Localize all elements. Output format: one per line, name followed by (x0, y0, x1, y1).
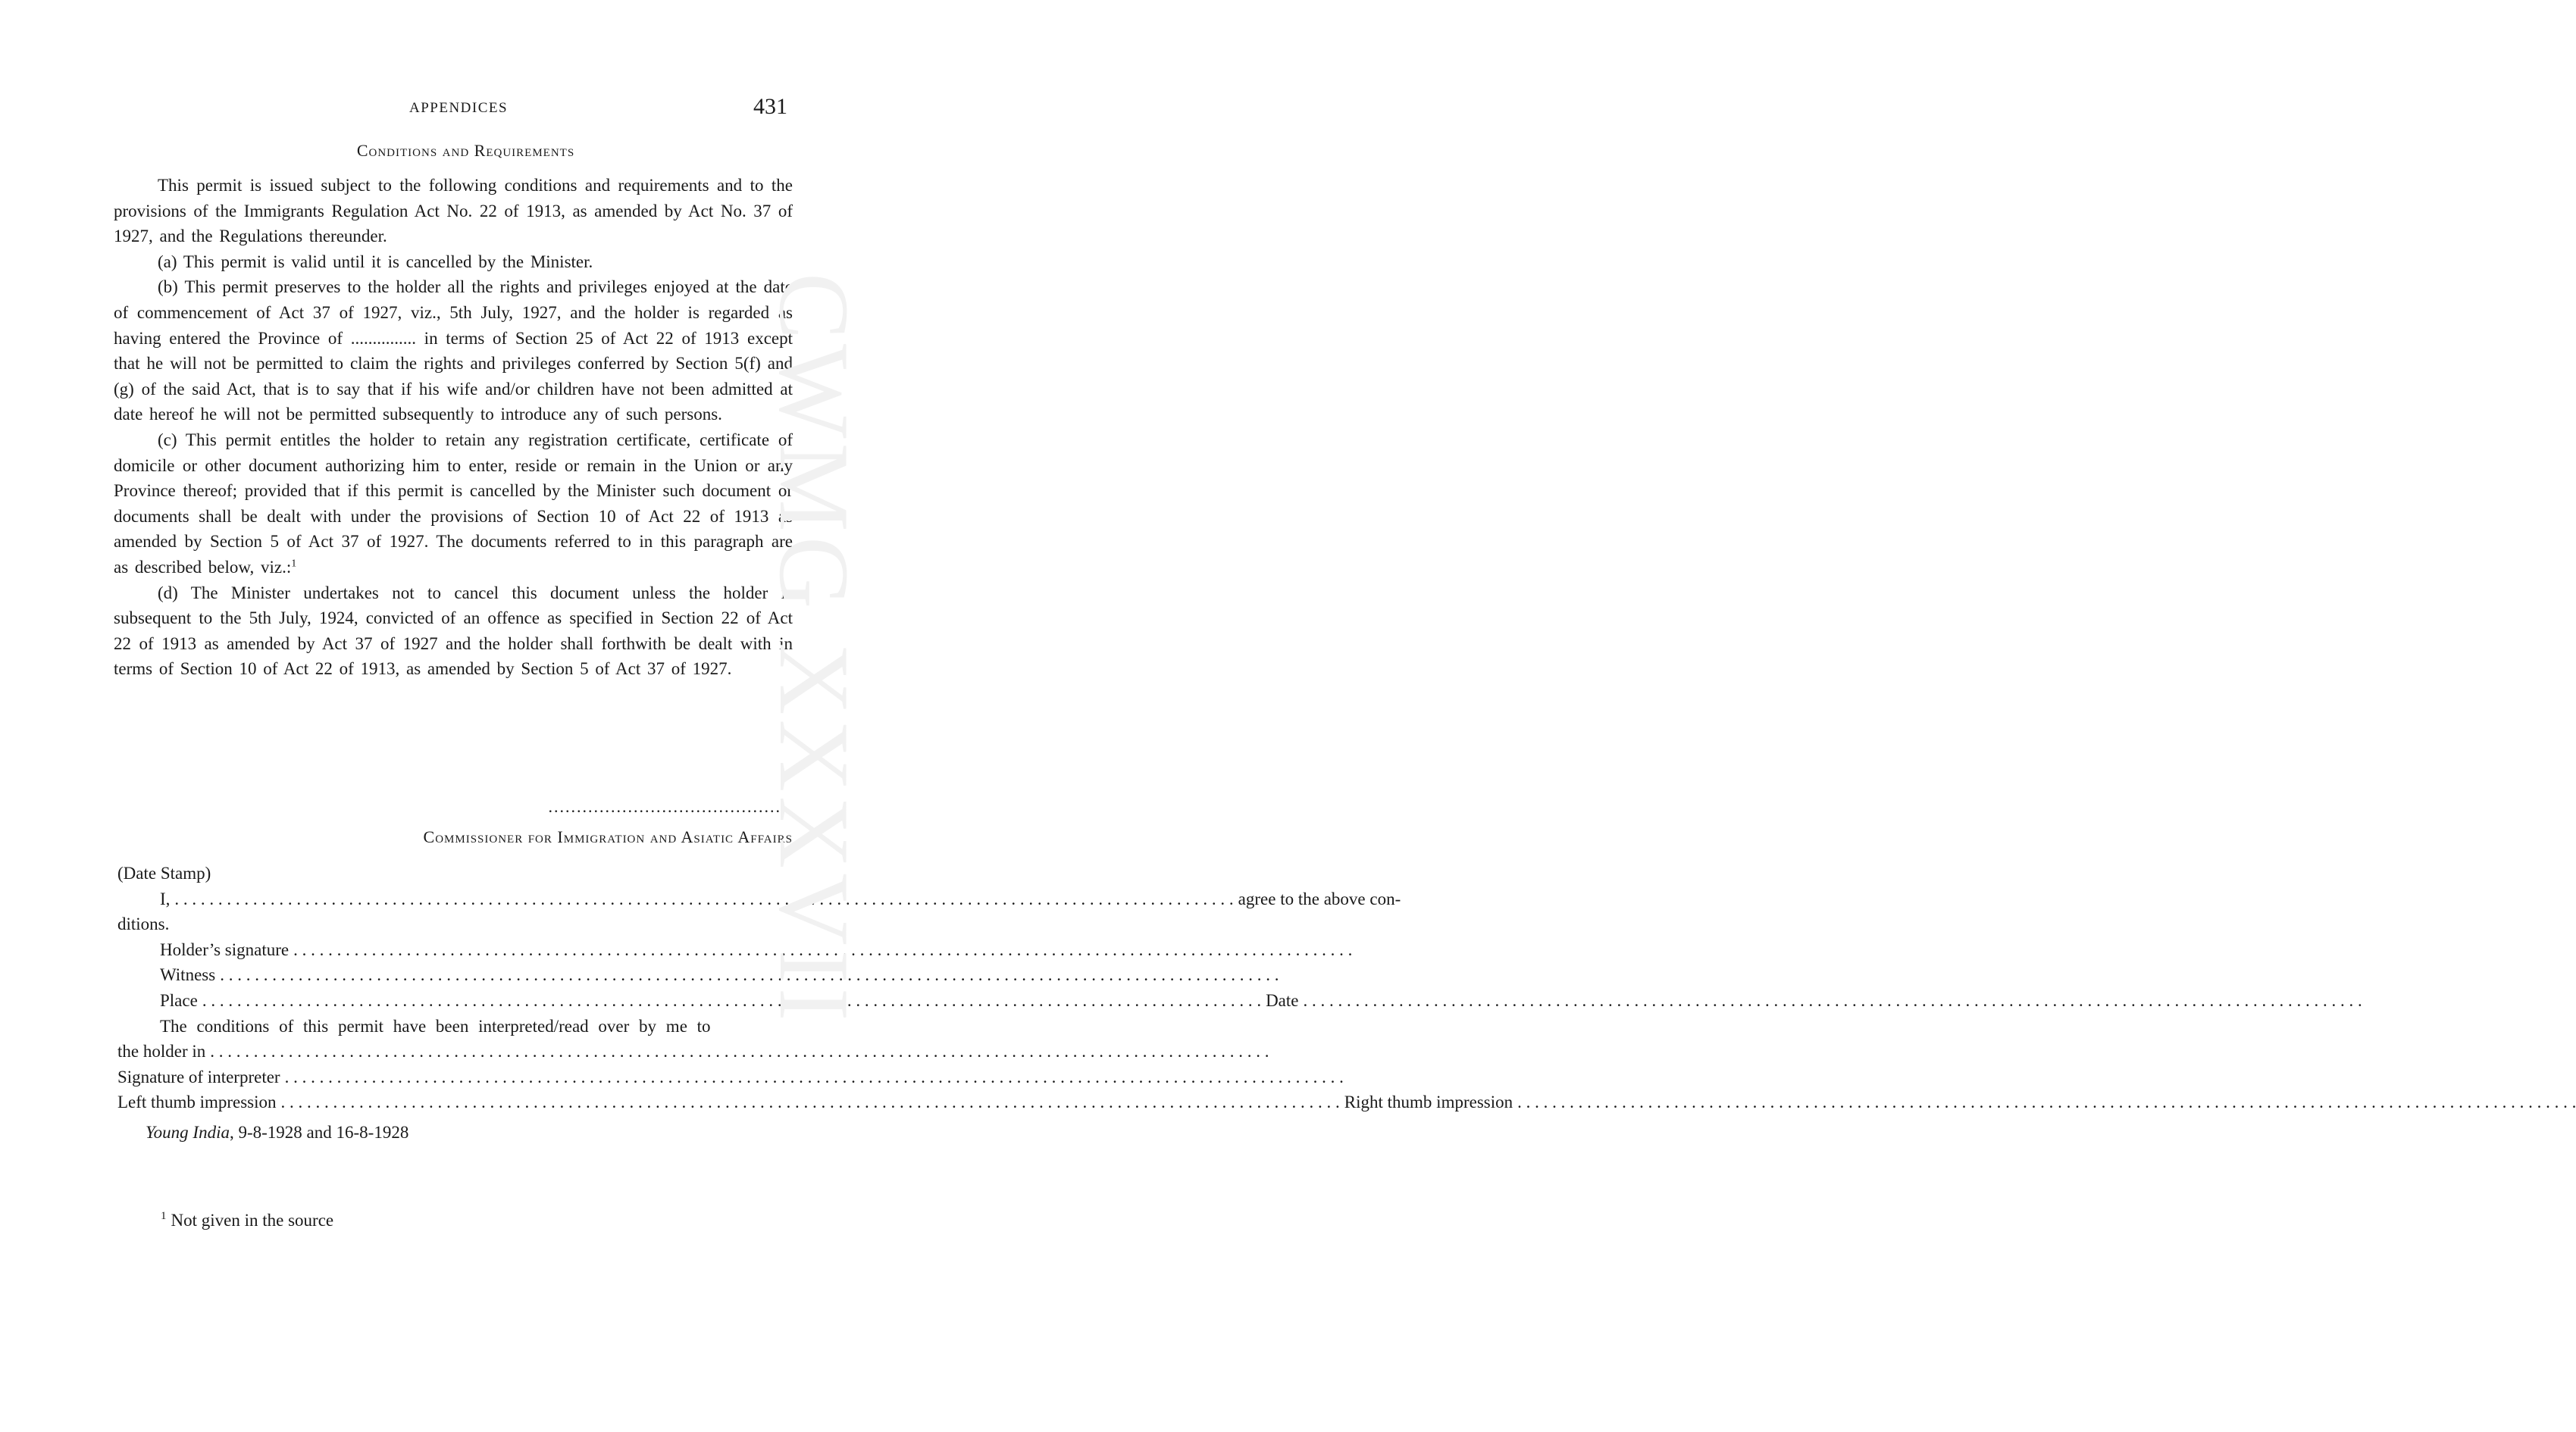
holder-language-row (117, 1039, 793, 1065)
footnote-marker: 1 (161, 1210, 167, 1223)
place-blank[interactable] (202, 988, 1261, 1014)
language-blank[interactable] (210, 1039, 1269, 1065)
source-publication: Young India (146, 1123, 230, 1142)
agree-continuation: ditions. (117, 915, 170, 934)
signature-line: ........................................... (548, 797, 793, 816)
footnote-reference[interactable]: 1 (291, 558, 297, 570)
witness-blank[interactable] (220, 962, 1279, 988)
agreement-form (117, 861, 1513, 1115)
date-stamp-label: (Date Stamp) (117, 864, 211, 883)
page-number: 431 (753, 94, 787, 119)
holder-signature-label: Holder’s signature (160, 940, 290, 959)
source-dates: , 9-8-1928 and 16-8-1928 (229, 1123, 409, 1142)
interpreter-signature-row (117, 1065, 793, 1090)
place-date-row (117, 988, 1299, 1014)
interpreted-row (117, 1014, 793, 1040)
interpreted-text: The conditions of this permit have been interpreted/read over by me to (160, 1016, 711, 1036)
thumb-impression-row (117, 1090, 1513, 1115)
clause-c-text: (c) This permit entitles the holder to retain any registration certificate, certificate of domicile or other document authorizing him to enter, reside or remain in the Union or any Province thereof; provided that if this permit is cancelled by the Minister such document or documents shall be dealt with under the provisions of Section 10 of Act 22 of 1913 as amended by Section 5 of Act 37 of 1927. The documents referred to in this paragraph are as described below, viz.: (114, 430, 793, 577)
agree-suffix: agree to the above con- (1238, 889, 1401, 908)
name-blank[interactable] (174, 886, 1233, 912)
cwmg-watermark (758, 273, 870, 1152)
intro-paragraph: This permit is issued subject to the following conditions and requirements and to the provisions of the Immigrants Regulation Act No. 22 of 1913, as amended by Act No. 37 of 1927, and the Regulations thereunder. (114, 176, 793, 246)
holder-language-label: the holder in (117, 1042, 206, 1061)
agree-continuation-row (117, 911, 793, 937)
clause-b: (b) This permit preserves to the holder all the rights and privileges enjoyed at the date of commencement of Act 37 of 1927, viz., 5th July, 1927, and the holder is regarded as having entered the Province of ............... in terms of Section 25 of Act 22 of 1913 except that he will not be permitted to claim the rights and privileges conferred by Section 5(f) and (g) of the said Act, that is to say that if his wife and/or children have not been admitted at date hereof he will not be permitted subsequently to introduce any of such persons. (114, 277, 793, 424)
witness-row (117, 962, 793, 988)
footnote-text: Not given in the source (171, 1211, 334, 1230)
place-label: Place (160, 990, 198, 1010)
source-citation (146, 1123, 408, 1143)
left-thumb-label: Left thumb impression (117, 1093, 277, 1112)
right-thumb-label: Right thumb impression (1344, 1093, 1513, 1112)
agree-row (117, 886, 1401, 912)
date-blank[interactable] (1303, 988, 2362, 1014)
date-stamp-row (117, 861, 793, 886)
clause-c (114, 427, 793, 580)
witness-label: Witness (160, 965, 216, 985)
body-text (114, 173, 793, 682)
signatory-title: Commissioner for Immigration and Asiatic Affairs (423, 827, 793, 846)
agree-prefix: I, (160, 889, 171, 908)
interpreter-signature-label: Signature of interpreter (117, 1067, 280, 1087)
section-title: Conditions and Requirements (356, 141, 575, 160)
watermark-text: CWMG XXXVII (759, 273, 870, 1026)
footnote (161, 1211, 333, 1230)
date-label: Date (1266, 990, 1299, 1010)
right-thumb-blank[interactable] (1517, 1090, 2576, 1115)
clause-a: (a) This permit is valid until it is cancelled by the Minister. (158, 252, 593, 271)
holder-signature-row (117, 937, 793, 963)
clause-d: (d) The Minister undertakes not to cancel this document unless the holder is subsequent to the 5th July, 1924, convicted of an offence as specified in Section 22 of Act 22 of 1913 as amended by Act 37 of 1927 and the holder shall forthwith be dealt with in terms of Section 10 of Act 22 of 1913, as amended by Section 5 of Act 37 of 1927. (114, 583, 793, 679)
running-head: APPENDICES (409, 100, 509, 116)
